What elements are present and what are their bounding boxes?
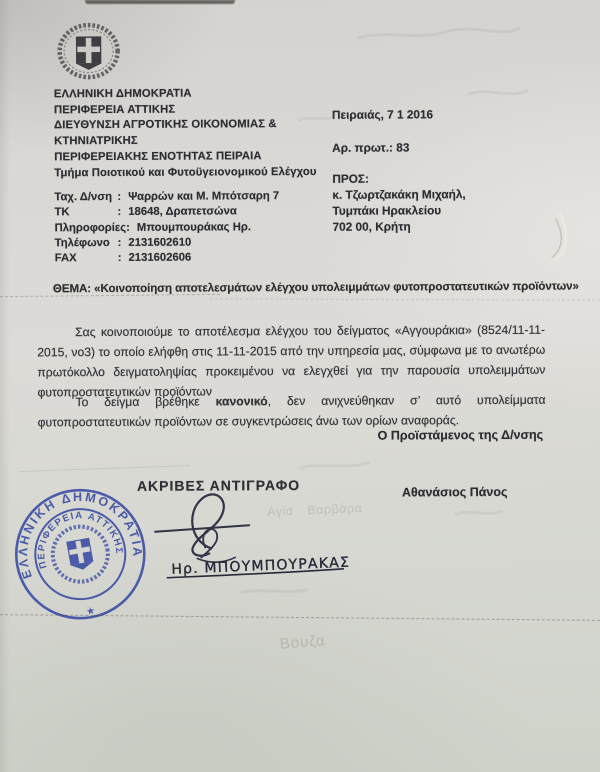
body-paragraph-1: Σας κοινοποιούμε το αποτέλεσμα ελέγχου του δείγματος «Αγγουράκια» (8524/11-11-2015, νο3) το οποίο ελήφθη στις 11-11-2015 από την υπηρεσία μας, σύμφωνα με το ανωτέρω πρωτόκολλο δειγματοληψίας προκειμένου να ελεγχθεί για την παρουσία υπολειμμάτων φυτοπροστατευτικών προϊόντων <box>37 322 546 399</box>
contact-row <box>55 250 280 266</box>
header-line: ΠΕΡΙΦΕΡΕΙΑ ΑΤΤΙΚΗΣ <box>53 103 176 116</box>
contact-row <box>54 204 279 220</box>
contact-details <box>54 189 279 267</box>
paper-dimple-shadow <box>552 219 562 258</box>
contact-value: 2131602606 <box>128 251 192 265</box>
handwritten-name: Ηρ. ΜΠΟΥΜΠΟΥΡΑΚΑΣ <box>171 554 351 578</box>
contact-value: 18648, Δραπετσώνα <box>128 205 237 219</box>
p2-text: , δεν ανιχνεύθηκαν σ’ αυτό υπολείμματα φυτοπροστατευτικών προϊόντων σε συγκεντρώσεις άνω των ορίων αναφοράς. <box>37 392 546 430</box>
signoff-role: Ο Προϊστάμενος της Δ/νσης <box>377 427 544 443</box>
contact-value: Μπουμπουράκας Ηρ. <box>136 220 251 234</box>
recipient-line: κ. Τζωρτζακάκη Μιχαήλ, <box>332 187 466 202</box>
contact-row <box>55 220 280 236</box>
contact-colon: : <box>117 252 122 265</box>
greek-coat-of-arms-icon <box>48 19 128 87</box>
recipient-line: Τυμπάκι Ηρακλείου <box>332 203 442 218</box>
header-line: ΕΛΛΗΝΙΚΗ ΔΗΜΟΚΡΑΤΙΑ <box>53 87 192 101</box>
p2-text: Το δείγμα βρέθηκε <box>75 394 216 410</box>
contact-colon: : <box>117 236 122 249</box>
contact-label: Πληροφορίες <box>54 221 127 234</box>
signer-name: Αθανάσιος Πάνος <box>401 484 508 500</box>
contact-label: ΤΚ <box>54 206 70 219</box>
recipient-block <box>332 170 466 235</box>
contact-row <box>55 235 280 251</box>
pencil-note-bottom: Βουζα <box>279 632 327 653</box>
contact-value: 2131602610 <box>128 236 192 249</box>
signature-loop <box>192 494 224 555</box>
header-line: ΠΕΡΙΦΕΡΕΙΑΚΗΣ ΕΝΟΤΗΤΑΣ ΠΕΙΡΑΙΑ <box>54 150 262 164</box>
contact-colon: : <box>117 190 122 203</box>
contact-colon: : <box>117 206 122 219</box>
signature-strike <box>155 525 249 531</box>
p2-result-emphasis: κανονικό <box>215 394 268 409</box>
contact-row <box>54 189 279 205</box>
recipient-line: 702 00, Κρήτη <box>332 219 411 234</box>
header-line: ΚΤΗΝΙΑΤΡΙΚΗΣ <box>54 134 138 148</box>
contact-colon: : <box>126 221 130 234</box>
place-and-date: Πειραιάς, 7 1 2016 <box>331 107 434 122</box>
contact-label: Τηλέφωνο <box>54 236 110 250</box>
contact-label: Ταχ. Δ/νση <box>54 190 112 204</box>
stamp-wreath <box>48 522 112 586</box>
to-label: ΠΡΟΣ: <box>332 171 369 186</box>
contact-value: Ψαρρών και Μ. Μπότσαρη 7 <box>128 190 280 203</box>
header-line-department: Τμήμα Ποιοτικού και Φυτοϋγειονομικού Ελέγχου <box>54 165 317 179</box>
paper-dimple-highlight <box>555 214 567 261</box>
header-line: ΔΙΕΥΘΥΝΣΗ ΑΓΡΟΤΙΚΗΣ ΟΙΚΟΝΟΜΙΑΣ & <box>54 118 277 132</box>
stamp-inner-text: ΠΕΡΙΦΕΡΕΙΑ ΑΤΤΙΚΗΣ <box>36 510 125 570</box>
handwritten-signature <box>131 478 392 599</box>
sender-header <box>54 86 317 182</box>
stamp-outer-text: ΕΛΛΗΝΙΚΗ ΔΗΜΟΚΡΑΤΙΑ <box>16 489 145 581</box>
body-paragraph-2 <box>37 391 545 433</box>
certified-copy-label: ΑΚΡΙΒΕΣ ΑΝΤΙΓΡΑΦΟ <box>136 477 301 494</box>
protocol-number: Αρ. πρωτ.: 83 <box>332 140 410 155</box>
subject-line: ΘΕΜΑ: «Κοινοποίηση αποτελεσμάτων ελέγχου υπολειμμάτων φυτοπροστατευτικών προϊόντων» <box>52 279 579 296</box>
stamp-star-icon: ★ <box>85 605 97 618</box>
pencil-note-middle: Αγία Βαρβάρα <box>266 501 363 519</box>
contact-label: FAX <box>54 252 77 265</box>
